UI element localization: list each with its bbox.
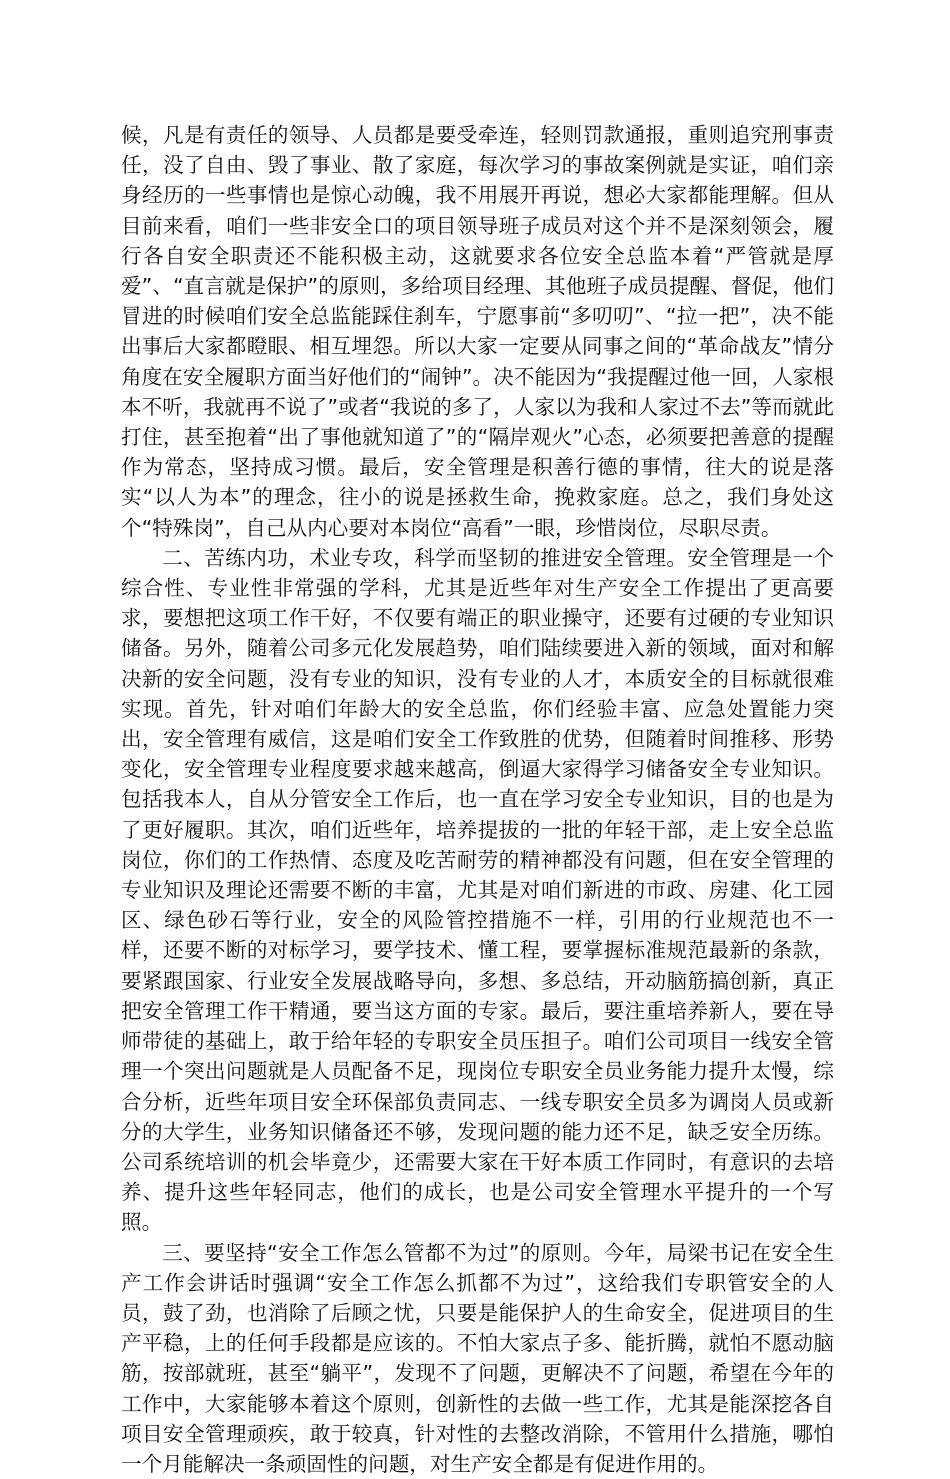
paragraph-1-continuation: 候，凡是有责任的领导、人员都是要受牵连，轻则罚款通报，重则追究刑事责任，没了自由、毁了事业、散了家庭，每次学习的事故案例就是实证，咱们亲身经历的一些事情也是惊心动魄，我不用展开再说，想必大家都能理解。但从目前来看，咱们一些非安全口的项目领导班子成员对这个并不是深刻领会，履行各自安全职责还不能积极主动，这就要求各位安全总监本着“严管就是厚爱”、“直言就是保护”的原则，多给项目经理、其他班子成员提醒、督促，他们冒进的时候咱们安全总监能踩住刹车，宁愿事前“多叨叨”、“拉一把”，决不能出事后大家都瞪眼、相互埋怨。所以大家一定要从同事之间的“革命战友”情分角度在安全履职方面当好他们的“闹钟”。决不能因为“我提醒过他一回，人家根本不听，我就再不说了”或者“我说的多了，人家以为我和人家过不去”等而就此打住，甚至抱着“出了事他就知道了”的“隔岸观火”心态，必须要把善意的提醒作为常态，坚持成习惯。最后，安全管理是积善行德的事情，往大的说是落实“以人为本”的理念，往小的说是拯救生命，挽救家庭。总之，我们身处这个“特殊岗”，自己从内心要对本岗位“高看”一眼，珍惜岗位，尽职尽责。 xyxy=(121,123,834,540)
paragraph-3-safety-principle: 三、要坚持“安全工作怎么管都不为过”的原则。今年，局梁书记在安全生产工作会讲话时强调“安全工作怎么抓都不为过”，这给我们专职管安全的人员，鼓了劲，也消除了后顾之忧，只要是能保护人的生命安全，促进项目的生产平稳，上的任何手段都是应该的。不怕大家点子多、能折腾，就怕不愿动脑筋，按部就班，甚至“躺平”，发现不了问题，更解决不了问题，希望在今年的工作中，大家能够本着这个原则，创新性的去做一些工作，尤其是能深挖各自项目安全管理顽疾，敢于较真，针对性的去整改消除，不管用什么措施，哪怕一个月能解决一条顽固性的问题，对生产安全都是有促进作用的。 xyxy=(121,1240,834,1476)
document-body xyxy=(121,120,834,1479)
paragraph-2-professional-skills: 二、苦练内功，术业专攻，科学而坚韧的推进安全管理。安全管理是一个综合性、专业性非常强的学科，尤其是近些年对生产安全工作提出了更高要求，要想把这项工作干好，不仅要有端正的职业操守，还要有过硬的专业知识储备。另外，随着公司多元化发展趋势，咱们陆续要进入新的领域，面对和解决新的安全问题，没有专业的知识，没有专业的人才，本质安全的目标就很难实现。首先，针对咱们年龄大的安全总监，你们经验丰富、应急处置能力突出，安全管理有威信，这是咱们安全工作致胜的优势，但随着时间推移、形势变化，安全管理专业程度要求越来越高，倒逼大家得学习储备安全专业知识。包括我本人，自从分管安全工作后，也一直在学习安全专业知识，目的也是为了更好履职。其次，咱们近些年，培养提拔的一批的年轻干部，走上安全总监岗位，你们的工作热情、态度及吃苦耐劳的精神都没有问题，但在安全管理的专业知识及理论还需要不断的丰富，尤其是对咱们新进的市政、房建、化工园区、绿色砂石等行业，安全的风险管控措施不一样，引用的行业规范也不一样，还要不断的对标学习，要学技术、懂工程，要掌握标准规范最新的条款，要紧跟国家、行业安全发展战略导向，多想、多总结，开动脑筋搞创新，真正把安全管理工作干精通，要当这方面的专家。最后，要注重培养新人，要在导师带徒的基础上，敢于给年轻的专职安全员压担子。咱们公司项目一线安全管理一个突出问题就是人员配备不足，现岗位专职安全员业务能力提升太慢，综合分析，近些年项目安全环保部负责同志、一线专职安全员多为调岗人员或新分的大学生，业务知识储备还不够，发现问题的能力还不足，缺乏安全历练。公司系统培训的机会毕竟少，还需要大家在干好本质工作同时，有意识的去培养、提升这些年轻同志，他们的成长，也是公司安全管理水平提升的一个写照。 xyxy=(121,545,834,1235)
